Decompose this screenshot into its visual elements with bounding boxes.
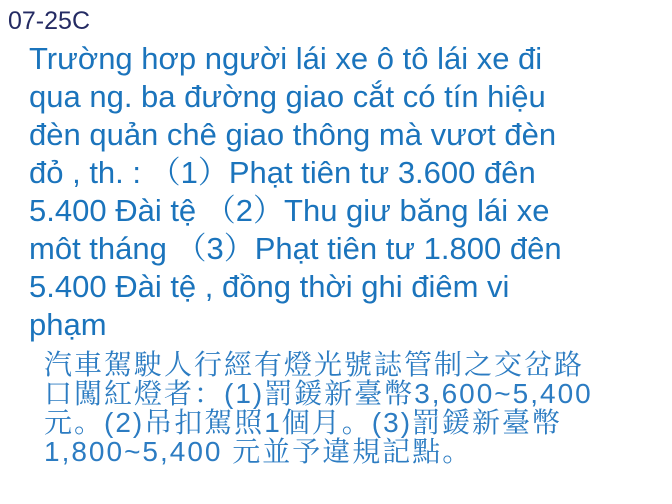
- answer-line: 1,800~5,400 元並予違規記點。: [44, 436, 473, 467]
- question-line: môt tháng （3）Phạt tiên tư 1.800 đên: [29, 231, 562, 266]
- question-text-vietnamese: [29, 40, 659, 344]
- question-line: phạm: [29, 307, 107, 342]
- answer-line: 元。(2)吊扣駕照1個月。(3)罰鍰新臺幣: [44, 407, 563, 438]
- question-line: Trường hơp người lái xe ô tô lái xe đi: [29, 41, 543, 76]
- answer-line: 汽車駕駛人行經有燈光號誌管制之交岔路: [44, 349, 585, 380]
- answer-text-chinese: [44, 350, 659, 466]
- question-line: 5.400 Đài tệ , đồng thời ghi điêm vi: [29, 269, 510, 304]
- question-line: đỏ , th. : （1）Phạt tiên tư 3.600 đên: [29, 155, 536, 190]
- question-line: đèn quản chê giao thông mà vươt đèn: [29, 117, 557, 152]
- question-line: 5.400 Đài tệ （2）Thu giư băng lái xe: [29, 193, 550, 228]
- answer-line: 口闖紅燈者：(1)罰鍰新臺幣3,600~5,400: [44, 378, 593, 409]
- question-line: qua ng. ba đường giao cắt có tín hiệu: [29, 79, 546, 114]
- question-code: 07-25C: [8, 7, 90, 35]
